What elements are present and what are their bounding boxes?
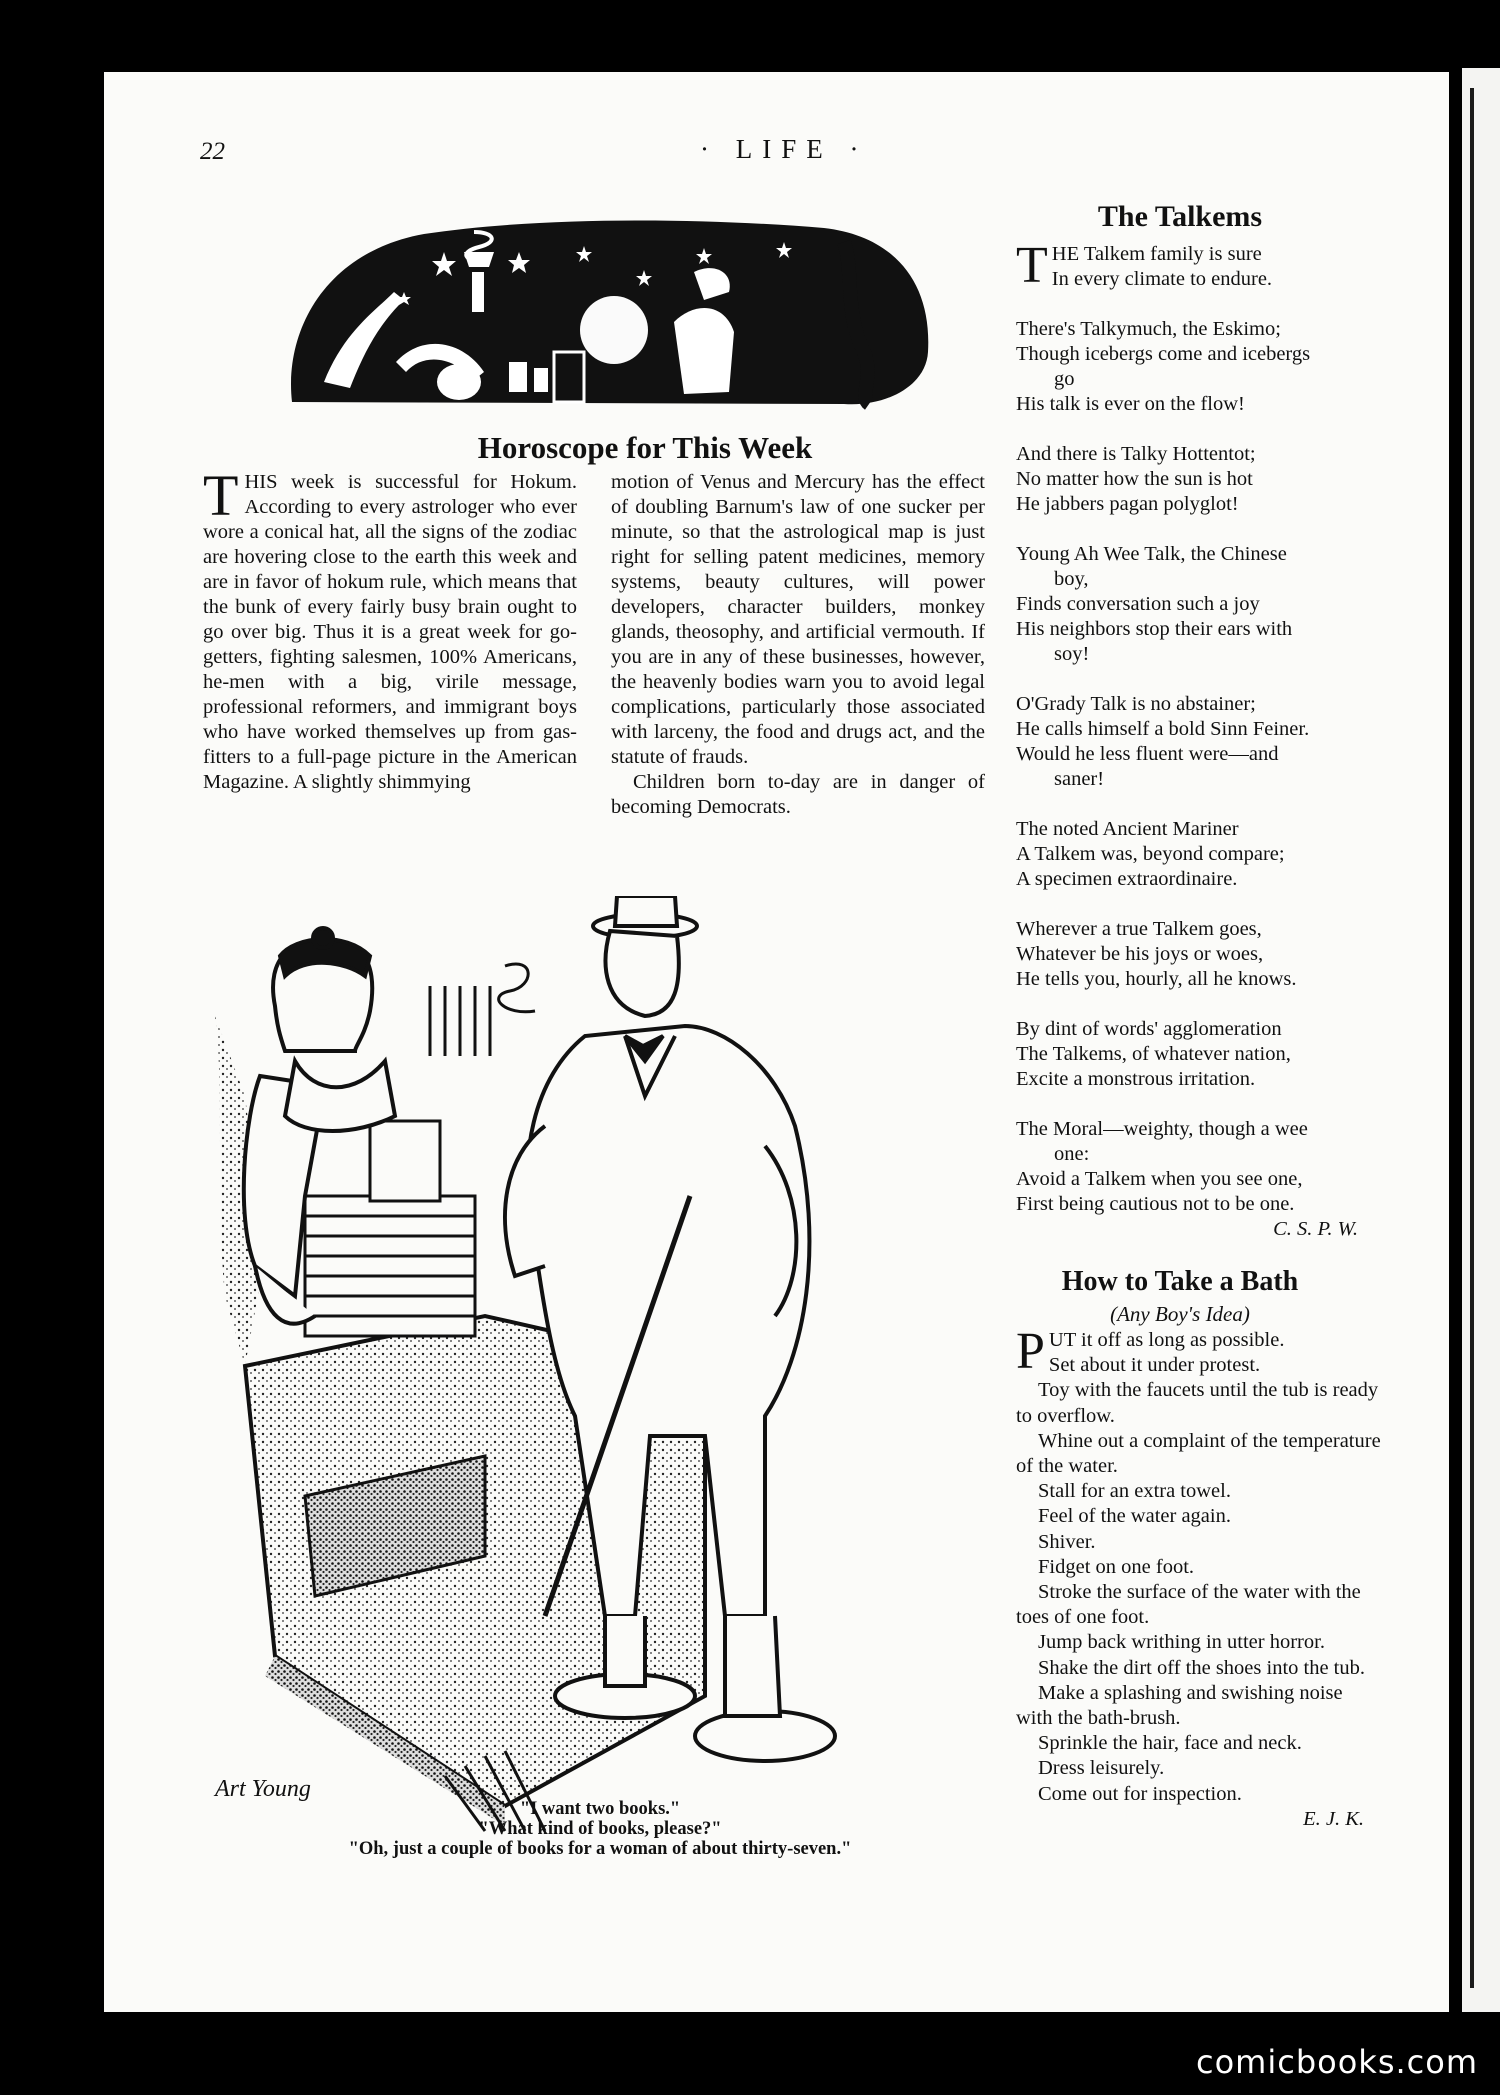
- caption-line: "I want two books.": [519, 1799, 681, 1819]
- cartoon-illustration: [205, 896, 995, 1836]
- bath-line: Stall for an extra towel.: [1038, 1480, 1231, 1503]
- poem-stanza: [1016, 1017, 1388, 1092]
- bath-dropcap: P: [1016, 1323, 1045, 1380]
- talkems-poem: [1016, 237, 1388, 1242]
- poem-stanza: [1016, 917, 1388, 992]
- poem-line: Whatever be his joys or woes,: [1016, 943, 1264, 965]
- bath-title: How to Take a Bath: [1061, 1266, 1299, 1297]
- poem-line: Though icebergs come and icebergs: [1016, 343, 1311, 365]
- poem-line: His neighbors stop their ears with: [1016, 618, 1293, 640]
- bath-article: [1016, 1323, 1384, 1832]
- poem-line: soy!: [1054, 643, 1090, 665]
- bath-line: Whine out a complaint of the temperature of the water.: [1016, 1429, 1381, 1478]
- horoscope-column-left: [203, 463, 577, 795]
- horoscope-column-right: [611, 470, 985, 820]
- next-page-edge: [1462, 68, 1500, 2012]
- talkems-author: C. S. P. W.: [1273, 1218, 1358, 1240]
- horoscope-title: Horoscope for This Week: [477, 430, 813, 465]
- horoscope-col2-closing: Children born to-day are in danger of becoming Democrats.: [611, 771, 985, 818]
- horoscope-col1-text: HIS week is successful for Hokum. According to every astrologer who ever wore a conical hat, all the signs of the zodiac are hovering close to the earth this week and are in favor of hokum rule, which means that the bunk of every fairly busy brain ought to go over big. Thus it is a great week for go-getters, fighting salesmen, 100% Americans, he-men with a big, virile message, professional reformers, and immigrant boys who have worked themselves up from gas-fitters to a full-page picture in the American Magazine. A slightly shimmying: [203, 471, 577, 793]
- bath-line: Toy with the faucets until the tub is ready to overflow.: [1016, 1379, 1379, 1427]
- poem-line: A Talkem was, beyond compare;: [1016, 843, 1285, 865]
- bath-line: Shiver.: [1038, 1530, 1096, 1553]
- zodiac-illustration: [284, 212, 936, 412]
- running-head: · LIFE ·: [700, 134, 869, 164]
- poem-line: HE Talkem family is sure: [1051, 243, 1262, 265]
- poem-line: And there is Talky Hottentot;: [1016, 443, 1256, 465]
- poem-stanza: [1016, 692, 1388, 792]
- horoscope-col2-text: motion of Venus and Mercury has the effect of doubling Barnum's law of one sucker per minute, so that the astrological map is just right for selling patent medicines, memory systems, beauty cultures, will power developers, character builders, monkey glands, theosophy, and artificial vermouth. If you are in any of these businesses, however, the heavenly bodies warn you to avoid legal complications, particularly those associated with larceny, the food and drugs act, and the statute of frauds.: [611, 471, 985, 768]
- talkems-title: The Talkems: [1097, 200, 1263, 233]
- caption-line: "Oh, just a couple of books for a woman of about thirty-seven.": [348, 1839, 852, 1859]
- bath-line-text: UT it off as long as possible.: [1048, 1329, 1285, 1351]
- bath-line: Set about it under protest.: [1048, 1354, 1261, 1377]
- poem-line: Would he less fluent were—and: [1016, 743, 1279, 765]
- page-number: 22: [200, 138, 225, 165]
- poem-stanza: [1016, 817, 1388, 892]
- poem-line: In every climate to endure.: [1051, 268, 1273, 290]
- poem-line: The noted Ancient Mariner: [1016, 818, 1239, 840]
- poem-line: Excite a monstrous irritation.: [1016, 1068, 1256, 1090]
- site-watermark: comicbooks.com: [1195, 2043, 1478, 2081]
- poem-stanza: [1016, 317, 1388, 417]
- poem-line: saner!: [1054, 768, 1105, 790]
- poem-stanza: [1016, 542, 1388, 667]
- poem-line: The Moral—weighty, though a wee: [1016, 1118, 1308, 1140]
- poem-line: boy,: [1054, 568, 1089, 590]
- poem-line: O'Grady Talk is no abstainer;: [1016, 693, 1256, 715]
- cartoon-caption: [240, 1799, 960, 1859]
- bath-subtitle: (Any Boy's Idea): [1110, 1302, 1250, 1326]
- bath-line: Shake the dirt off the shoes into the tub.: [1038, 1656, 1365, 1679]
- bath-line: Make a splashing and swishing noise with the bath-brush.: [1016, 1681, 1343, 1730]
- poem-line: There's Talkymuch, the Eskimo;: [1016, 318, 1281, 340]
- bath-line: Stroke the surface of the water with the toes of one foot.: [1016, 1581, 1361, 1629]
- poem-stanza: [1016, 237, 1388, 294]
- bath-line: Fidget on one foot.: [1038, 1555, 1195, 1578]
- poem-line: He jabbers pagan polyglot!: [1016, 493, 1239, 515]
- poem-line: one:: [1054, 1143, 1090, 1165]
- poem-stanza: [1016, 442, 1388, 517]
- poem-line: By dint of words' agglomeration: [1016, 1018, 1282, 1040]
- poem-line: His talk is ever on the flow!: [1016, 393, 1245, 415]
- poem-stanza: [1016, 1117, 1388, 1242]
- poem-line: He calls himself a bold Sinn Feiner.: [1016, 718, 1310, 740]
- poem-line: First being cautious not to be one.: [1016, 1193, 1295, 1215]
- bath-line: Come out for inspection.: [1038, 1782, 1242, 1805]
- poem-line: He tells you, hourly, all he knows.: [1016, 968, 1297, 990]
- poem-line: Wherever a true Talkem goes,: [1016, 918, 1262, 940]
- poem-line: The Talkems, of whatever nation,: [1016, 1043, 1291, 1065]
- poem-line: go: [1054, 368, 1075, 390]
- poem-line: A specimen extraordinaire.: [1016, 868, 1238, 890]
- horoscope-dropcap: T: [203, 463, 239, 528]
- caption-line: "What kind of books, please?": [478, 1819, 722, 1839]
- talkems-dropcap: T: [1016, 237, 1048, 294]
- bath-author: E. J. K.: [1303, 1807, 1364, 1830]
- poem-line: Avoid a Talkem when you see one,: [1016, 1168, 1303, 1190]
- poem-line: Finds conversation such a joy: [1016, 593, 1260, 615]
- poem-line: Young Ah Wee Talk, the Chinese: [1016, 543, 1287, 565]
- bath-line: Sprinkle the hair, face and neck.: [1038, 1732, 1302, 1755]
- bath-line: Dress leisurely.: [1038, 1757, 1165, 1780]
- cartoon-signature: Art Young: [215, 1776, 311, 1802]
- poem-line: No matter how the sun is hot: [1016, 468, 1253, 490]
- bath-line: Jump back writhing in utter horror.: [1038, 1631, 1325, 1654]
- bath-line: Feel of the water again.: [1038, 1505, 1231, 1528]
